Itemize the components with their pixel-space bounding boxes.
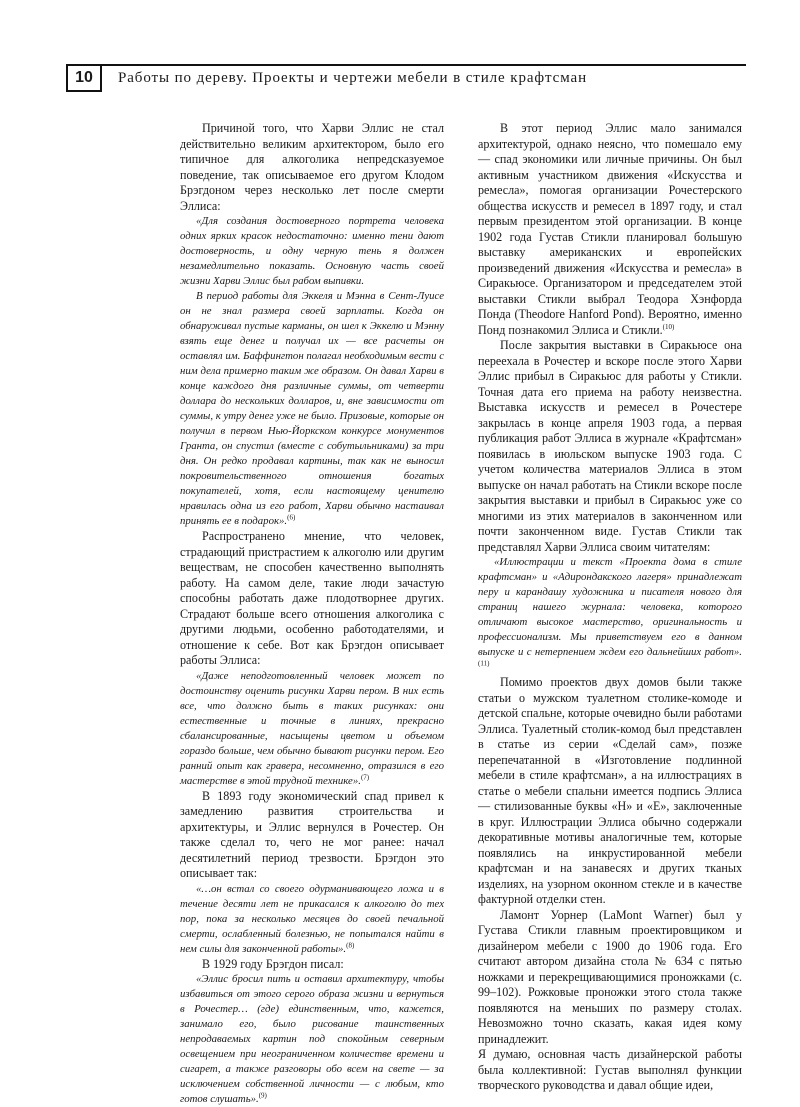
running-title: Работы по дереву. Проекты и чертежи мебели в стиле крафтсман: [118, 70, 587, 86]
paragraph-text: Помимо проектов двух домов были также статьи о мужском туалетном столике-комоде и детской спальне, которые очевидно были работами Эллиса. Туалетный столик-комод был представлен в статье из серии «Сделай сам», позже перепечатанной в «Изготовление подлинной мебели в стиле крафтсман», а на иллюстрациях в статье о мебели спальни имеется подпись Эллиса — стилизованные буквы «Н» и «Е», заключенные в круг. Иллюстрации Эллиса обычно содержали декоративные мотивы аналогичные тем, которые появлялись на инкрустированной мебели крафтсман и на занавесях и других тканых изделиях, на узорном оконном стекле и в качестве фактурной отделки стен.: [478, 675, 743, 906]
paragraph-text: Я думаю, основная часть дизайнерской работы была коллективной: Густав выполнял функции творческого руководства и давал общие идеи,: [478, 1047, 742, 1092]
block-quote: [180, 214, 444, 289]
left-column: [180, 121, 444, 1107]
paragraph: [180, 529, 444, 669]
page-header: [66, 64, 746, 92]
paragraph-text: «Иллюстрации и текст «Проекта дома в стиле крафтсман» и «Адирондакского лагеря» принадлежат перу и карандашу художника и писателя нового для страниц нашего журнала: человека, которого отличают высокое мастерство, оригинальность и профессионализм. Мы приветствуем его в данном выпуске и с нетерпением ждем его дальнейших работ».: [478, 556, 742, 658]
paragraph: [478, 908, 742, 1048]
paragraph-text: «Даже неподготовленный человек может по достоинству оценить рисунки Харви пером. В них есть все, что должно быть в таких рисунках: они естественные и точные в линиях, прекрасно сбалансированные, насыщены цветом и объемом гораздо больше, чем обычно бывают рисунки пером. Его ранний опыт как гравера, несомненно, отразился в его мастерстве в этой трудной технике».: [180, 669, 444, 787]
page-number: 10: [66, 64, 102, 92]
header-rule: [66, 64, 746, 66]
paragraph-text: Ламонт Уорнер (LaMont Warner) был у Густава Стикли главным проектировщиком и дизайнером мебели с 1900 до 1906 года. Его считают автором дизайна стола № 634 с пятью ножками и перекрещивающимися проножками (с. 99–102). Рожковые проножки этого стола также появляются на меньших по размеру столах. Невозможно точно сказать, какая идея кому принадлежит.: [478, 907, 742, 1046]
paragraph-text: В 1929 году Брэгдон писал:: [202, 956, 344, 971]
footnote-ref: (8): [346, 940, 355, 949]
block-quote: [180, 882, 444, 957]
block-quote: [478, 555, 742, 675]
paragraph-text: Причиной того, что Харви Эллис не стал действительно великим архитектором, было его типичное для алкоголика непредсказуемое поведение, так описываемое его другом Клодом Брэгдоном через несколько лет после смерти Эллиса:: [180, 121, 444, 213]
footnote-ref: (7): [360, 772, 370, 781]
paragraph: [180, 121, 444, 214]
right-column: [478, 121, 742, 1094]
paragraph: [180, 957, 444, 973]
paragraph-text: В период работы для Эккеля и Мэнна в Сент-Луисе он не знал размера своей зарплаты. Когда он обнаруживал пустые карманы, он шел к Эккелю и Мэнну взять еще денег и получал их — все расчеты он оставлял им. Баффингтон полагал необходимым вести с ним дела примерно таким же образом. Он давал Харви в конце каждого дня различные суммы, от четверти доллара до нескольких долларов, и, вне зависимости от суммы, к утру денег уже не было. Призовые, которые он получил в первом Нью-Йоркском конкурсе монументов Гранта, он спустил (вместе с собутыльниками) за три дня. Он редко продавал картины, так как не выносил покровительственного отношения богатых покупателей, хотя, если настоящему ценителю нравилась одна из его работ, Харви обычно настаивал принять ее в подарок».: [180, 290, 444, 527]
paragraph-text: Распространено мнение, что человек, страдающий пристрастием к алкоголю или другим веществам, не способен качественно выполнять работу. На самом деле, такие люди зачастую способны работать даже плодотворнее других. Страдают больше всего отношения алкоголика с другими людьми, особенно работодателями, и отношение к себе. Вот как Брэгдон описывает работы Эллиса:: [180, 529, 444, 667]
paragraph-text: «…он встал со своего одурманивающего ложа и в течение десяти лет не прикасался к алкоголю до тех пор, пока за несколько месяцев до своей печальной смерти, ослабленный болезнью, не попытался найти в нем силы для законченной работы».: [180, 882, 444, 955]
paragraph-text: «Эллис бросил пить и оставил архитектуру, чтобы избавиться от этого серого образа жизни и вернуться в Рочестер… (где) единственным, что, кажется, занимало его, было рисование таинственных непродаваемых картин под спокойным северным освещением при неограниченном количестве времени и сигарет, а также разговоры обо всем на свете — за исключением собственной личности — с любым, кто готов слушать».: [180, 973, 444, 1105]
footnote-ref: (9): [258, 1091, 267, 1100]
paragraph-text: После закрытия выставки в Сиракьюсе она переехала в Рочестер и вскоре после этого Харви Эллис прибыл в Сиракьюс для работы у Стикли. Точная дата его приема на работу неизвестна. Выставка искусств и ремесел в Рочестере закрылась в конце апреля 1903 года, а первая публикация работ Эллиса в журнале «Крафтсман» появилась в июльском выпуске 1903 года. С учетом количества материалов Эллиса в этом выпуске он начал работать на Стикли вскоре после закрытия выставки и прибыл в Сиракьюс уже со многими из этих материалов в законченном или почти законченном виде. Густав Стикли так представлял Харви Эллиса своим читателям:: [478, 338, 742, 554]
paragraph: [478, 338, 742, 555]
block-quote: [180, 669, 444, 789]
paragraph: [478, 121, 742, 338]
footnote-ref: (6): [287, 513, 296, 522]
paragraph: [478, 675, 742, 908]
block-quote: [180, 289, 444, 529]
paragraph-text: В этот период Эллис мало занимался архитектурой, однако неясно, что помешало ему — спад экономики или личные причины. Он был активным участником движения «Искусства и ремесла», помогая организации Рочестерского общества искусств и ремесел в 1897 году, и стал первым президентом этой организации. В конце 1902 года Густав Стикли планировал большую выставку американских и европейских произведений движения «Искусства и ремесла» в Сиракьюсе. Организатором и председателем этой выставки Стикли выбрал Теодора Хэнфорда Понда (Theodore Hanford Pond). Вероятно, именно Понд познакомил Эллиса и Стикли.: [478, 121, 742, 337]
block-quote: [180, 972, 444, 1107]
paragraph: [180, 789, 444, 882]
paragraph: [478, 1047, 742, 1094]
paragraph-text: В 1893 году экономический спад привел к замедлению развития строительства и архитектуры, и Эллис вернулся в Рочестер. Он также сделал то, чего не мог ранее: начал десятилетний период трезвости. Брэгдон это описывает так:: [180, 788, 444, 880]
footnote-ref: (11): [478, 659, 490, 668]
paragraph-text: «Для создания достоверного портрета человека одних ярких красок недостаточно: именно тени дают достоверность, и одну черную тень я должен незамедлительно показать. Основную часть своей жизни Харви Эллис был рабом выпивки.: [180, 215, 444, 287]
footnote-ref: (10): [662, 322, 675, 331]
